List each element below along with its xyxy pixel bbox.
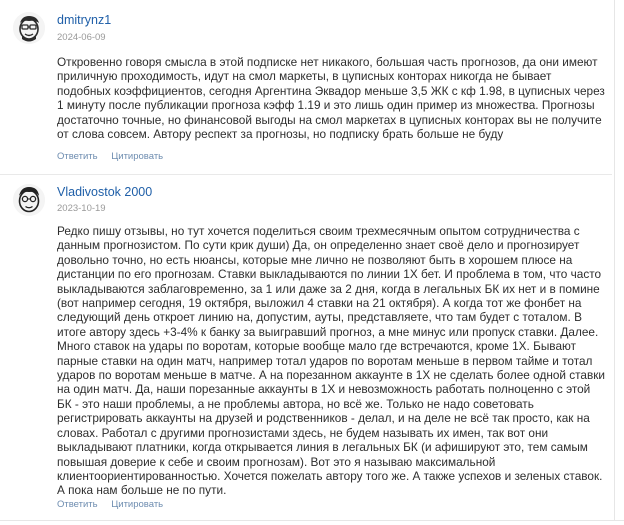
comment-text: Откровенно говоря смысла в этой подписке нет никакого, большая часть прогнозов, да они имеют приличную проходимость, идут на смол маркеты, в цуписных конторах никогда не бывает подобных коэффициентов, сегодня Аргентина Эквадор меньше 3,5 ЖК с кф 1.98, в цуписных через 1 минуту после публикации прогноза кэфф 1.19 и это лишь один пример из множества. Прогнозы достаточно точные, но финансовой выгоды на смол маркетах в цуписных конторах вы не получите от слова совсем. Автору респект за прогнозы, но подписку брать больше не буду (57, 55, 605, 142)
reply-button[interactable]: Ответить (57, 151, 98, 162)
cartoon-face-avatar-icon (13, 12, 45, 44)
quote-button[interactable]: Цитировать (111, 151, 164, 162)
right-frame-border (614, 0, 624, 525)
comment-actions (57, 499, 163, 510)
bottom-frame-border (0, 520, 624, 525)
comment-divider (0, 174, 612, 175)
reply-button[interactable]: Ответить (57, 499, 98, 510)
comment-actions (57, 151, 163, 162)
avatar[interactable] (13, 184, 45, 216)
avatar[interactable] (13, 12, 45, 44)
comment-text: Редко пишу отзывы, но тут хочется поделиться своим трехмесячным опытом сотрудничества с данным прогнозистом. По сути крик души) Да, он определенно знает своё дело и прогнозирует довольно точно, но есть нюансы, которые мне лично не позволяют быть в хорошем плюсе на дистанции по его прогнозам. Ставки выкладываются по линии 1Х бет. И проблема в том, что часто выкладываются заблаговременно, за 1 или даже за 2 дня, когда в легальных БК их нет и в помине (вот например сегодня, 19 октября, выложил 4 ставки на 21 октября). А когда тот же фонбет на следующий день откроет линию на, допустим, ауты, представляете, что там будет с тоталом. В итоге автору здесь +3-4% к банку за выигравший прогноз, а мне минус или пропуск ставки. Далее. Много ставок на удары по воротам, которые вообще мало где встречаются, кроме 1Х. Бывают парные ставки на один матч, например тотал ударов по воротам меньше в первом тайме и тотал ударов по воротам меньше в матче. А на порезанном аккаунте в 1Х не сделать более одной ставки на один матч. Да, наши порезанные аккаунты в 1Х и невозможность работать полноценно с этой БК - это наши проблемы, а не проблемы автора, но всё же. Только не надо советовать регистрировать аккаунты на друзей и родственников - делал, и на деле не всё так просто, как на словах. Работал с другими прогнозистами здесь, не будем называть их имен, так вот они выкладывают платники, когда открывается линия в легальных БК (и афишируют это, тем самым повышая доверие к себе и своим прогнозам). Вот это я называю максимальной клиентоориентированностью. Хочется пожелать автору того же. А также успехов и зеленых ставок. А пока нам больше не по пути. (57, 224, 606, 498)
comment-date: 2024-06-09 (57, 32, 106, 43)
cartoon-face-avatar-icon (13, 184, 45, 216)
comment-author[interactable]: Vladivostok 2000 (57, 185, 153, 199)
comment-date: 2023-10-19 (57, 203, 106, 214)
quote-button[interactable]: Цитировать (111, 499, 164, 510)
comment-author[interactable]: dmitrynz1 (57, 13, 112, 27)
